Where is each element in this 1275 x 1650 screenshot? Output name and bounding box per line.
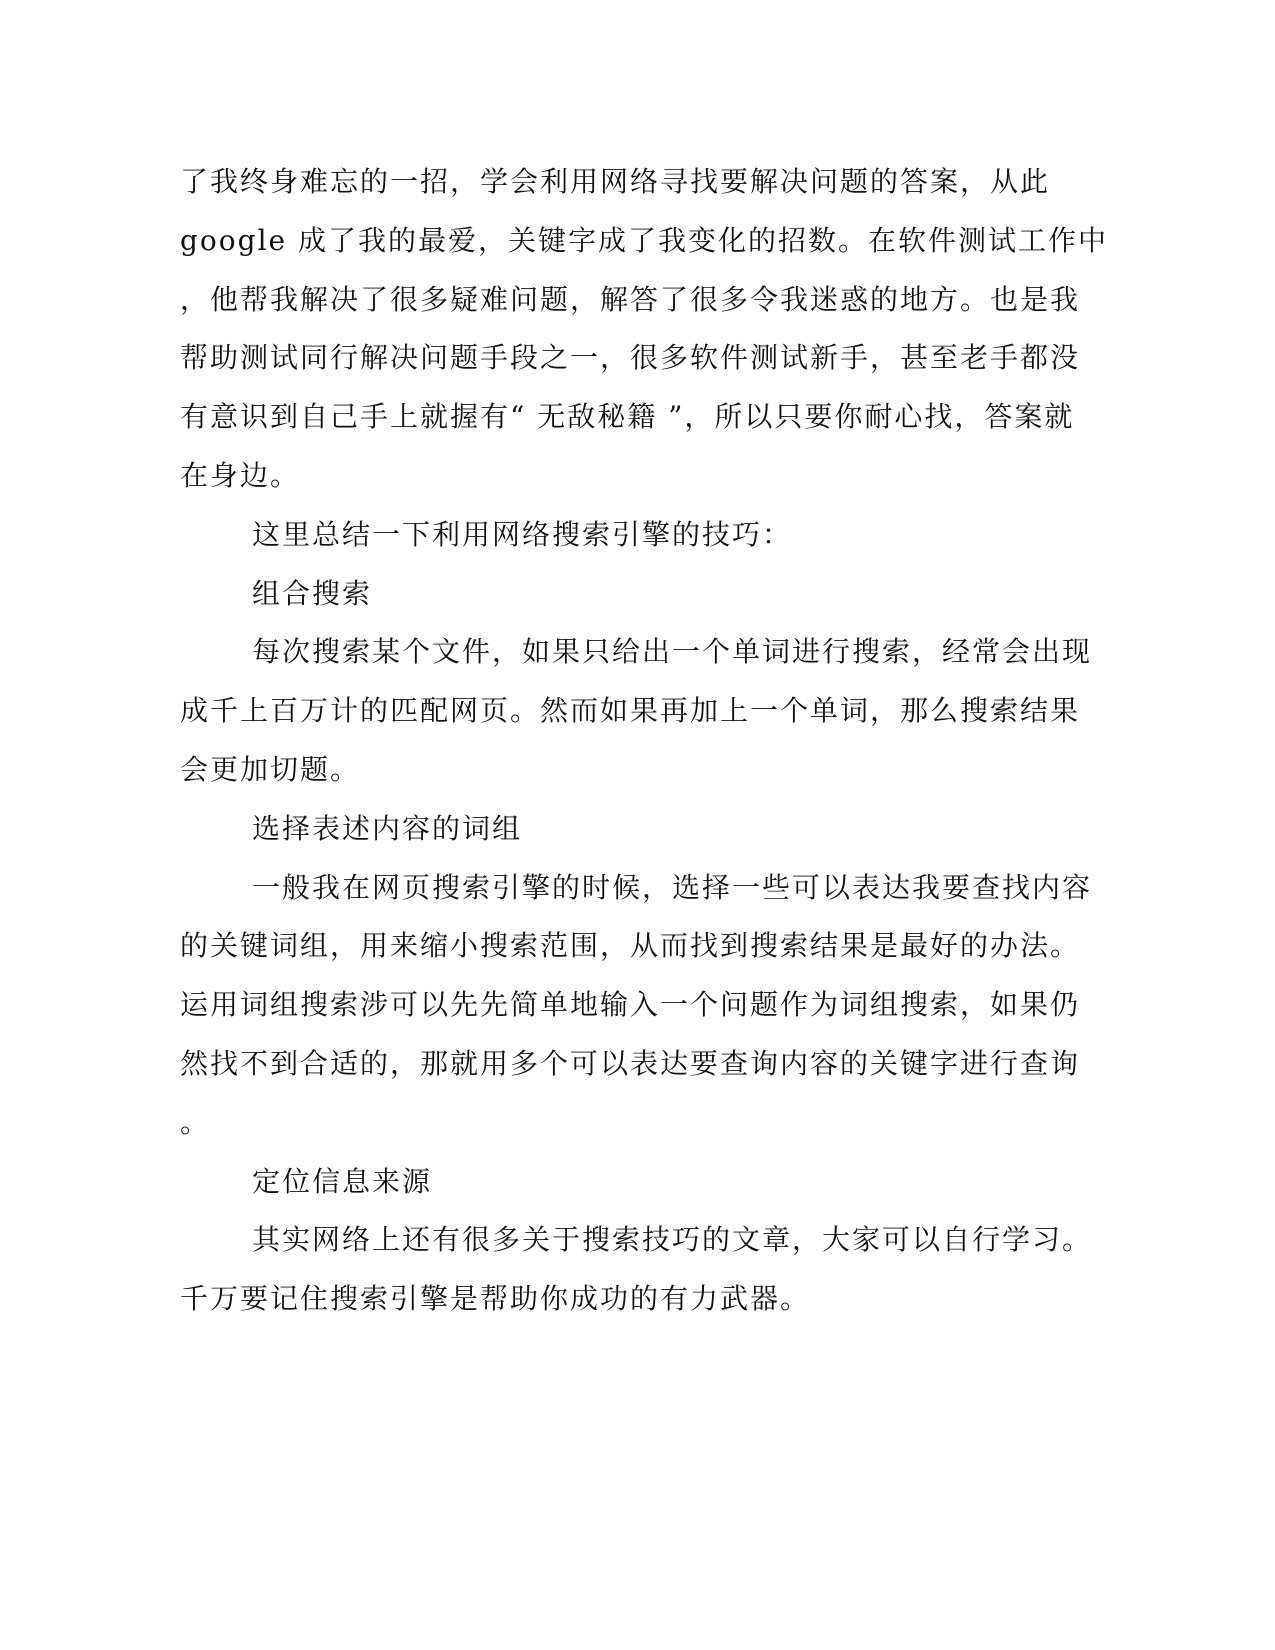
paragraph-line: 会更加切题。	[180, 752, 361, 786]
paragraph-line: 。	[180, 1105, 211, 1139]
section-heading-locate-source: 定位信息来源	[252, 1164, 433, 1198]
paragraph-line: 的关键词组，用来缩小搜索范围，从而找到搜索结果是最好的办法。	[180, 929, 1081, 963]
paragraph-continuation-line: google 成了我的最爱，关键字成了我变化的招数。在软件测试工作中	[180, 223, 1108, 257]
paragraph-continuation-line: 有意识到自己手上就握有“ 无敌秘籍 ”，所以只要你耐心找，答案就	[180, 400, 1075, 434]
paragraph-line: 一般我在网页搜索引擎的时候，选择一些可以表达我要查找内容	[252, 870, 1093, 904]
intro-line: 这里总结一下利用网络搜索引擎的技巧：	[252, 517, 793, 551]
paragraph-line: 其实网络上还有很多关于搜索技巧的文章，大家可以自行学习。	[252, 1223, 1093, 1257]
paragraph-line: 运用词组搜索涉可以先先简单地输入一个问题作为词组搜索，如果仍	[180, 988, 1081, 1022]
paragraph-continuation-line: ，他帮我解决了很多疑难问题，解答了很多令我迷惑的地方。也是我	[180, 282, 1081, 316]
paragraph-continuation-line: 在身边。	[180, 458, 301, 492]
paragraph-continuation-line: 帮助测试同行解决问题手段之一，很多软件测试新手，甚至老手都没	[180, 341, 1081, 375]
paragraph-line: 千万要记住搜索引擎是帮助你成功的有力武器。	[180, 1282, 811, 1316]
paragraph-line: 成千上百万计的匹配网页。然而如果再加上一个单词，那么搜索结果	[180, 694, 1081, 728]
section-heading-combined-search: 组合搜索	[252, 576, 373, 610]
paragraph-line: 每次搜索某个文件，如果只给出一个单词进行搜索，经常会出现	[252, 635, 1093, 669]
paragraph-line: 然找不到合适的，那就用多个可以表达要查询内容的关键字进行查询	[180, 1046, 1081, 1080]
paragraph-continuation-line: 了我终身难忘的一招，学会利用网络寻找要解决问题的答案，从此	[180, 165, 1051, 198]
section-heading-phrase-selection: 选择表述内容的词组	[252, 811, 523, 845]
document-body	[180, 153, 1108, 1329]
